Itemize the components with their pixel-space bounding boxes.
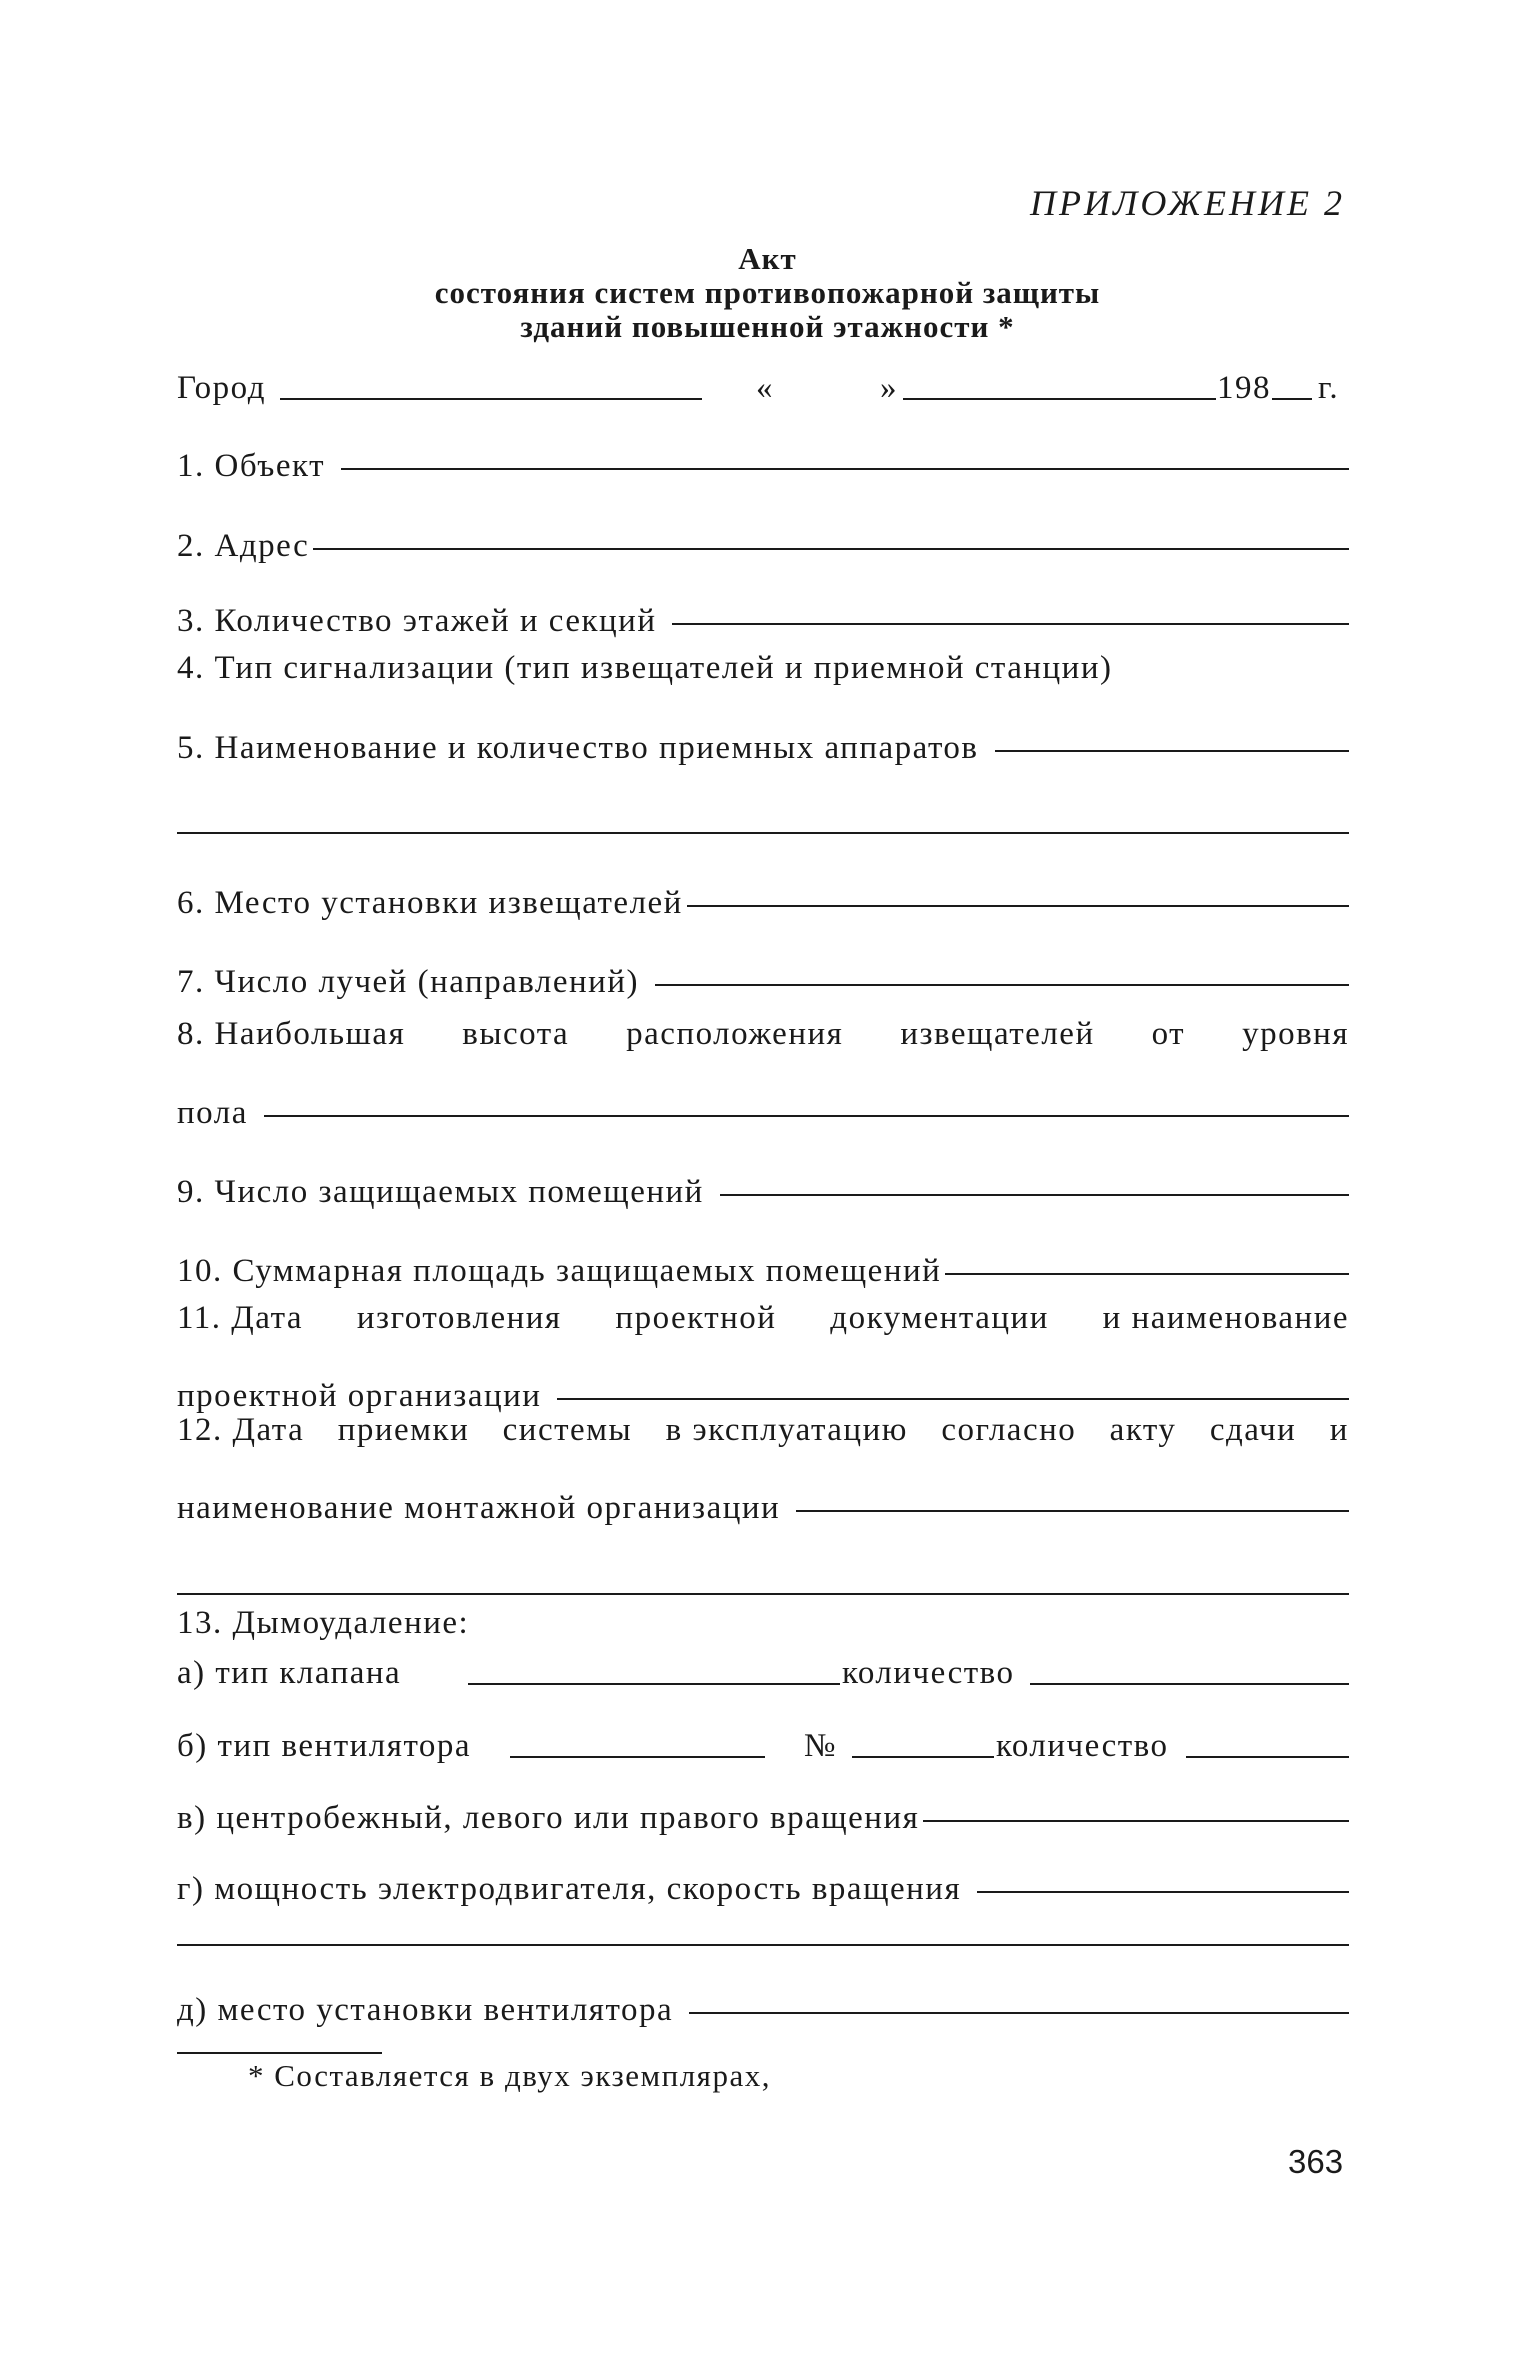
item-smoke-removal: 13. Дымоудаление:: [177, 1605, 470, 1641]
installer-org-field[interactable]: [796, 1510, 1349, 1512]
item-rotation: [177, 1800, 1349, 1837]
city-field[interactable]: [280, 398, 702, 400]
valve-type-label: а) тип клапана: [177, 1655, 402, 1691]
item-max-height-word: расположения: [626, 1016, 844, 1052]
item-max-height-word: высота: [462, 1016, 570, 1052]
item-acceptance-word: согласно: [941, 1412, 1077, 1448]
receivers-continuation-field[interactable]: [177, 832, 1349, 834]
item-total-area: [177, 1253, 1349, 1290]
item-receivers-label: 5. Наименование и количество приемных аппаратов: [177, 730, 979, 766]
item-alarm-type: 4. Тип сигнализации (тип извещателей и приемной станции): [177, 650, 1113, 686]
item-project-docs-cont-label: проектной организации: [177, 1378, 542, 1414]
item-acceptance-word: сдачи: [1209, 1412, 1297, 1448]
year-field[interactable]: [1272, 398, 1312, 400]
max-height-field[interactable]: [264, 1115, 1349, 1117]
item-address-label: 2. Адрес: [177, 528, 310, 564]
item-fan-location-label: д) место установки вентилятора: [177, 1992, 674, 2028]
city-label: Город: [177, 370, 267, 406]
item-object-label: 1. Объект: [177, 448, 326, 484]
annex-label: ПРИЛОЖЕНИЕ 2: [1030, 183, 1345, 223]
item-acceptance-word: и: [1329, 1412, 1349, 1448]
valve-type-field[interactable]: [468, 1683, 840, 1685]
item-acceptance-word: акту: [1109, 1412, 1177, 1448]
act-subtitle-line-2: зданий повышенной этажности *: [520, 309, 1015, 344]
page-number: 363: [1288, 2143, 1344, 2180]
act-subtitle-line-1: состояния систем противопожарной защиты: [434, 275, 1101, 310]
valve-qty-label: количество: [842, 1655, 1015, 1691]
item-max-height-word: 8. Наибольшая: [177, 1016, 406, 1052]
act-title: Акт: [738, 241, 797, 276]
item-rooms-label: 9. Число защищаемых помещений: [177, 1174, 704, 1210]
detector-location-field[interactable]: [687, 905, 1349, 907]
rooms-field[interactable]: [720, 1194, 1349, 1196]
fan-qty-label: количество: [996, 1728, 1169, 1764]
year-suffix: г.: [1318, 370, 1340, 406]
item-acceptance-word: в эксплуатацию: [665, 1412, 908, 1448]
item-max-height-word: уровня: [1242, 1016, 1349, 1052]
total-area-field[interactable]: [945, 1273, 1349, 1275]
fan-location-field[interactable]: [689, 2012, 1349, 2014]
motor-power-continuation-field[interactable]: [177, 1944, 1349, 1946]
item-detector-location: [177, 885, 1349, 922]
item-max-height-word: от: [1151, 1016, 1186, 1052]
item-address: [177, 528, 1349, 565]
fan-type-field[interactable]: [510, 1756, 765, 1758]
item-acceptance-word: 12. Дата: [177, 1412, 305, 1448]
address-field[interactable]: [313, 548, 1349, 550]
date-field[interactable]: [903, 398, 1216, 400]
item-max-height: [177, 1016, 1349, 1053]
item-project-docs-word: документации: [830, 1300, 1049, 1336]
item-object: [177, 448, 1349, 485]
item-project-docs-cont: [177, 1378, 1349, 1415]
item-rooms: [177, 1174, 1349, 1211]
item-max-height-cont-label: пола: [177, 1095, 248, 1131]
quote-close: »: [880, 370, 898, 406]
item-motor-power-label: г) мощность электродвигателя, скорость вращения: [177, 1871, 962, 1907]
project-org-field[interactable]: [557, 1398, 1349, 1400]
item-acceptance-word: системы: [502, 1412, 633, 1448]
item-beams: [177, 964, 1349, 1001]
year-prefix: 198: [1217, 370, 1271, 406]
rotation-field[interactable]: [923, 1820, 1349, 1822]
fan-number-label: №: [804, 1728, 837, 1764]
receivers-field[interactable]: [995, 750, 1349, 752]
fan-number-field[interactable]: [852, 1756, 994, 1758]
item-floors-label: 3. Количество этажей и секций: [177, 603, 657, 639]
installer-continuation-field[interactable]: [177, 1593, 1349, 1595]
fan-type-label: б) тип вентилятора: [177, 1728, 472, 1764]
beams-field[interactable]: [655, 984, 1349, 986]
item-acceptance: [177, 1412, 1349, 1449]
item-project-docs-word: 11. Дата: [177, 1300, 304, 1336]
item-acceptance-cont-label: наименование монтажной организации: [177, 1490, 781, 1526]
item-total-area-label: 10. Суммарная площадь защищаемых помещений: [177, 1253, 942, 1289]
item-beams-label: 7. Число лучей (направлений): [177, 964, 639, 1000]
floors-field[interactable]: [672, 623, 1349, 625]
item-motor-power: [177, 1871, 1349, 1908]
item-project-docs: [177, 1300, 1349, 1337]
fan-qty-field[interactable]: [1186, 1756, 1349, 1758]
item-acceptance-word: приемки: [337, 1412, 470, 1448]
object-field[interactable]: [341, 468, 1349, 470]
item-fan-location: [177, 1992, 1349, 2029]
item-detector-location-label: 6. Место установки извещателей: [177, 885, 683, 921]
item-max-height-cont: [177, 1095, 1349, 1132]
item-project-docs-word: изготовления: [356, 1300, 562, 1336]
quote-open: «: [756, 370, 774, 406]
item-receivers: [177, 730, 1349, 767]
item-acceptance-cont: [177, 1490, 1349, 1527]
footnote-rule: [177, 2052, 382, 2054]
valve-qty-field[interactable]: [1030, 1683, 1349, 1685]
item-project-docs-word: и наименование: [1102, 1300, 1349, 1336]
item-floors: [177, 603, 1349, 640]
item-rotation-label: в) центробежный, левого или правого вращения: [177, 1800, 920, 1836]
item-max-height-word: извещателей: [900, 1016, 1095, 1052]
footnote: * Составляется в двух экземплярах,: [248, 2058, 771, 2093]
item-project-docs-word: проектной: [615, 1300, 777, 1336]
motor-power-field[interactable]: [977, 1891, 1349, 1893]
